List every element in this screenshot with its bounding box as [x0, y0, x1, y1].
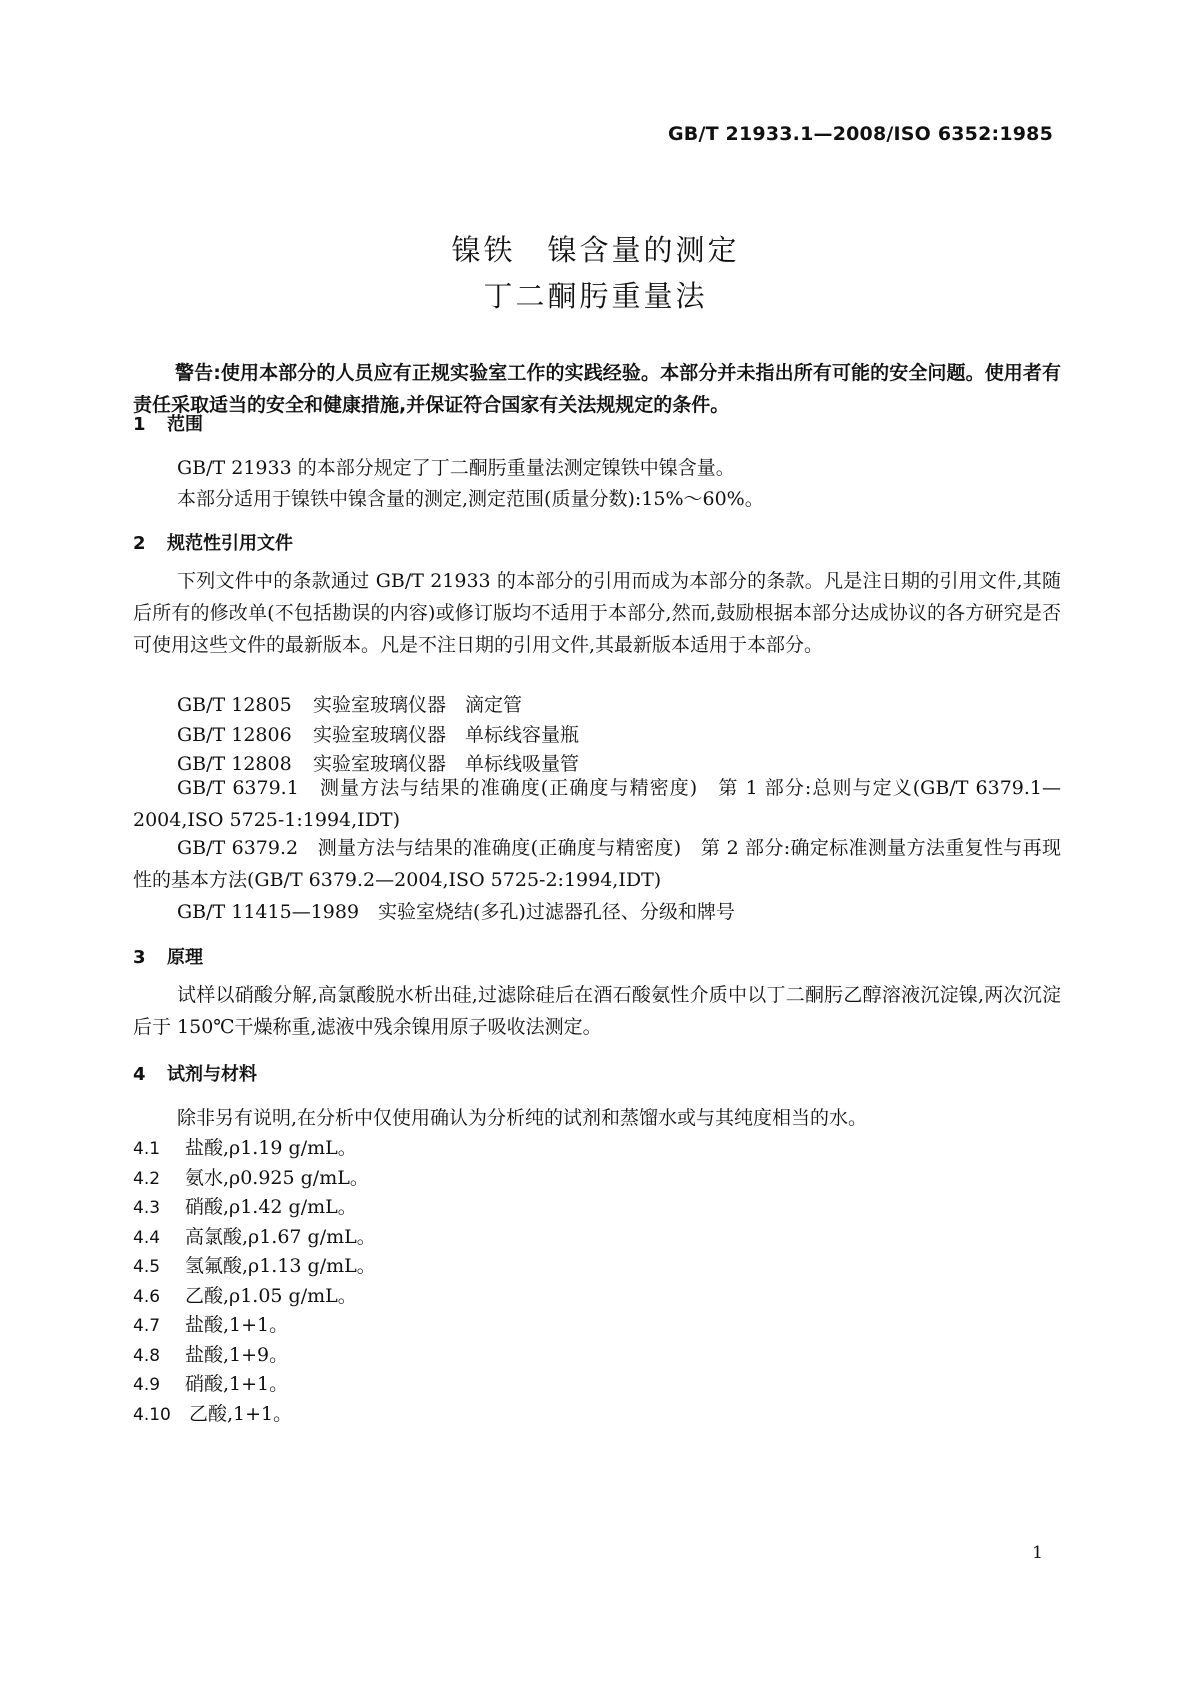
- section-heading-reagents: [133, 1060, 257, 1086]
- reagent-number: 4.8: [133, 1346, 161, 1366]
- reference-title: 实验室玻璃仪器 单标线容量瓶: [313, 724, 580, 746]
- reagent-text: 硝酸,ρ1.42 g/mL。: [185, 1196, 357, 1218]
- reagent-number: 4.5: [133, 1257, 161, 1277]
- reagent-text: 盐酸,ρ1.19 g/mL。: [185, 1137, 357, 1159]
- warning-paragraph: 警告:使用本部分的人员应有正规实验室工作的实践经验。本部分并未指出所有可能的安全问题。使用者有责任采取适当的安全和健康措施,并保证符合国家有关法规规定的条件。: [133, 362, 1061, 416]
- section-heading-scope: [133, 410, 203, 436]
- scope-text: 本部分适用于镍铁中镍含量的测定,测定范围(质量分数):15%～60%。: [177, 488, 764, 510]
- reagent-item: [133, 1310, 288, 1337]
- section-number: 1: [133, 414, 146, 435]
- reagent-item: [133, 1133, 357, 1160]
- reference-code: GB/T 12806: [177, 724, 292, 746]
- reference-code: GB/T 12808: [177, 753, 292, 775]
- section-title: 试剂与材料: [167, 1064, 257, 1085]
- reagent-number: 4.1: [133, 1139, 161, 1159]
- reference-entry: GB/T 6379.2 测量方法与结果的准确度(正确度与精密度) 第 2 部分:确定标准测量方法重复性与再现性的基本方法(GB/T 6379.2—2004,ISO 5725-2:1994,IDT): [133, 837, 1061, 891]
- reagent-item: [133, 1222, 376, 1249]
- reagent-text: 盐酸,1+1。: [185, 1314, 289, 1336]
- section-title: 规范性引用文件: [167, 533, 293, 554]
- reference-code: GB/T 12805: [177, 694, 292, 716]
- document-title: 镍铁 镍含量的测定: [451, 233, 740, 267]
- reference-entry: GB/T 6379.1 测量方法与结果的准确度(正确度与精密度) 第 1 部分:总则与定义(GB/T 6379.1—2004,ISO 5725-1:1994,IDT): [133, 777, 1061, 831]
- reagent-text: 盐酸,1+9。: [185, 1344, 289, 1366]
- principle-text: 试样以硝酸分解,高氯酸脱水析出硅,过滤除硅后在酒石酸氨性介质中以丁二酮肟乙醇溶液沉淀镍,两次沉淀后于 150℃干燥称重,滤液中残余镍用原子吸收法测定。: [133, 984, 1061, 1038]
- reference-entry: GB/T 11415—1989 实验室烧结(多孔)过滤器孔径、分级和牌号: [177, 901, 735, 923]
- reagent-text: 氨水,ρ0.925 g/mL。: [185, 1167, 369, 1189]
- section-heading-normative-references: [133, 529, 293, 555]
- reference-title: 实验室玻璃仪器 单标线吸量管: [313, 753, 580, 775]
- reagent-number: 4.3: [133, 1198, 161, 1218]
- reagent-text: 乙酸,ρ1.05 g/mL。: [185, 1285, 357, 1307]
- reagent-item: [133, 1192, 357, 1219]
- reference-entry: [177, 720, 579, 747]
- reagent-text: 硝酸,1+1。: [185, 1373, 289, 1395]
- reagent-number: 4.9: [133, 1375, 161, 1395]
- document-subtitle: 丁二酮肟重量法: [483, 279, 708, 313]
- reagent-item: [133, 1399, 292, 1426]
- reagent-number: 4.7: [133, 1316, 161, 1336]
- section-heading-principle: [133, 943, 203, 969]
- section-number: 2: [133, 533, 146, 554]
- normative-intro: 下列文件中的条款通过 GB/T 21933 的本部分的引用而成为本部分的条款。凡是注日期的引用文件,其随后所有的修改单(不包括勘误的内容)或修订版均不适用于本部分,然而,鼓励根据本部分达成协议的各方研究是否可使用这些文件的最新版本。凡是不注日期的引用文件,其最新版本适用于本部分。: [133, 570, 1061, 656]
- section-number: 4: [133, 1064, 146, 1085]
- page-number: 1: [1032, 1543, 1043, 1563]
- section-number: 3: [133, 947, 146, 968]
- reagent-item: [133, 1251, 376, 1278]
- standard-code: GB/T 21933.1—2008/ISO 6352:1985: [667, 123, 1053, 145]
- section-title: 原理: [167, 947, 203, 968]
- reagent-number: 4.4: [133, 1228, 161, 1248]
- reference-title: 实验室玻璃仪器 滴定管: [313, 694, 523, 716]
- scope-text: GB/T 21933 的本部分规定了丁二酮肟重量法测定镍铁中镍含量。: [177, 457, 735, 479]
- reagents-intro: 除非另有说明,在分析中仅使用确认为分析纯的试剂和蒸馏水或与其纯度相当的水。: [177, 1107, 868, 1129]
- reference-entry: [177, 690, 522, 717]
- reagent-item: [133, 1369, 288, 1396]
- reagent-number: 4.2: [133, 1169, 161, 1189]
- reagent-number: 4.6: [133, 1287, 161, 1307]
- section-title: 范围: [167, 414, 203, 435]
- reagent-item: [133, 1163, 369, 1190]
- reagent-text: 氢氟酸,ρ1.13 g/mL。: [185, 1255, 376, 1277]
- reagent-number: 4.10: [133, 1405, 171, 1425]
- reagent-item: [133, 1340, 288, 1367]
- reagent-text: 高氯酸,ρ1.67 g/mL。: [185, 1226, 376, 1248]
- reagent-text: 乙酸,1+1。: [189, 1403, 293, 1425]
- reagent-item: [133, 1281, 357, 1308]
